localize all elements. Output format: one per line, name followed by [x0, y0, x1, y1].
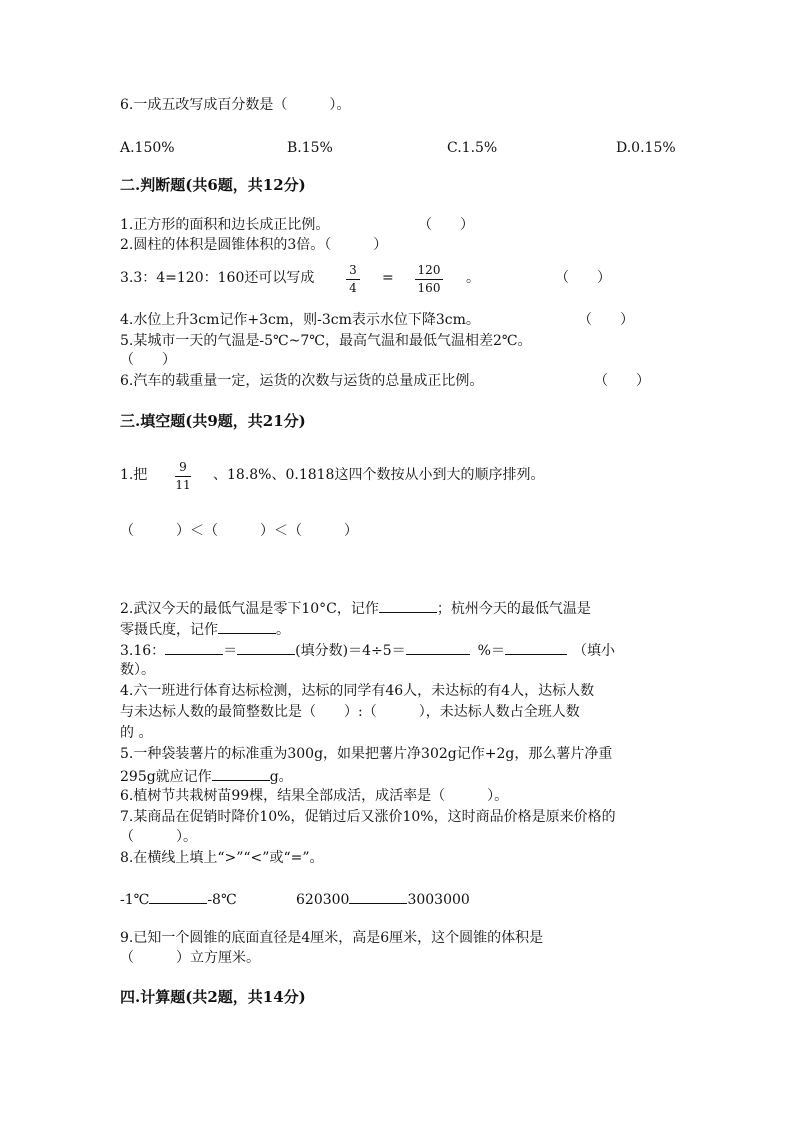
fill-1-suffix: 、18.8%、0.1818这四个数按从小到大的顺序排列。 — [213, 467, 545, 483]
answer-blank[interactable] — [505, 642, 567, 655]
judge-3-text: 3.3：4=120：160还可以写成 — [120, 270, 315, 286]
answer-blank[interactable] — [149, 891, 207, 904]
fill-7-line-1: 7.某商品在促销时降价10%，促销过后又涨价10%，这时商品价格是原来价格的 — [120, 809, 616, 825]
fill-4-line-1: 4.六一班进行体育达标检测，达标的同学有46人，未达标的有4人，达标人数 — [120, 683, 595, 699]
judge-5-text: 5.某城市一天的气温是-5℃~7℃，最高气温和最低气温相差2℃。 — [120, 333, 532, 349]
judge-3-end: 。 — [466, 270, 480, 286]
question-6-text: 6.一成五改写成百分数是（ ）。 — [120, 97, 351, 113]
fraction-bar — [346, 279, 360, 280]
fill-9-line-1: 9.已知一个圆锥的底面直径是4厘米，高是6厘米，这个圆锥的体积是 — [120, 930, 544, 946]
fill-4-line-3: 的 。 — [120, 725, 153, 741]
fill-8-compare-1: -1℃ -8℃ — [120, 892, 237, 908]
fill-5-line-1: 5.一种袋装薯片的标准重为300g，如果把薯片净302g记作+2g，那么薯片净重 — [120, 746, 613, 762]
judge-3-paren: （ ） — [555, 270, 611, 286]
judge-2-text: 2.圆柱的体积是圆锥体积的3倍。（ ） — [120, 237, 388, 253]
section-3-title: 三.填空题(共9题，共21分) — [120, 412, 306, 430]
answer-blank[interactable] — [349, 891, 407, 904]
fraction-denominator: 4 — [349, 281, 357, 296]
judge-1-paren: （ ） — [418, 217, 474, 233]
fill-1-fraction — [175, 461, 191, 492]
fill-2-line-2: 零摄氏度，记作 。 — [120, 622, 290, 638]
fill-9-line-2: （ ）立方厘米。 — [120, 950, 260, 966]
answer-blank[interactable] — [218, 621, 276, 634]
option-c: C.1.5% — [447, 140, 498, 156]
answer-blank[interactable] — [379, 600, 437, 613]
judge-3-fraction-1 — [346, 264, 360, 295]
judge-6-paren: （ ） — [594, 373, 650, 389]
fill-8-compare-2: 620300 3003000 — [296, 892, 470, 908]
fraction-numerator: 3 — [349, 263, 357, 277]
fraction-denominator: 11 — [175, 478, 191, 493]
fill-4-line-2: 与未达标人数的最简整数比是（ ）:（ ），未达标人数占全班人数 — [120, 704, 580, 720]
judge-5-paren: （ ） — [120, 352, 176, 368]
judge-3-equals: = — [382, 270, 394, 286]
fraction-denominator: 160 — [417, 281, 441, 296]
fill-1-prefix: 1.把 — [120, 467, 148, 483]
section-4-title: 四.计算题(共2题，共14分) — [120, 988, 306, 1006]
judge-4-text: 4.水位上升3cm记作+3cm，则-3cm表示水位下降3cm。 — [120, 312, 480, 328]
fill-1-answer: （ ）＜（ ）＜（ ） — [120, 523, 358, 539]
fraction-bar — [175, 476, 191, 477]
judge-3-fraction-2 — [415, 264, 443, 295]
answer-blank[interactable] — [165, 642, 223, 655]
fraction-bar — [415, 279, 443, 280]
section-2-title: 二.判断题(共6题，共12分) — [120, 176, 306, 194]
judge-1-text: 1.正方形的面积和边长成正比例。 — [120, 217, 330, 233]
answer-blank[interactable] — [406, 642, 470, 655]
fill-8-text: 8.在横线上填上“>”“<”或“=”。 — [120, 850, 324, 866]
fill-7-line-2: （ ）。 — [120, 829, 197, 845]
fraction-numerator: 120 — [417, 263, 441, 277]
judge-4-paren: （ ） — [578, 312, 634, 328]
option-b: B.15% — [287, 140, 333, 156]
answer-blank[interactable] — [212, 768, 270, 781]
fraction-numerator: 9 — [179, 460, 187, 474]
judge-6-text: 6.汽车的载重量一定，运货的次数与运货的总量成正比例。 — [120, 373, 484, 389]
fill-5-line-2: 295g就应记作 g。 — [120, 769, 293, 785]
fill-3-line-2: 数）。 — [120, 662, 155, 678]
option-d: D.0.15% — [616, 140, 676, 156]
fill-3-line-1: 3.16： ＝ (填分数)＝4÷5＝ %＝ （填小 — [120, 643, 615, 659]
option-a: A.150% — [120, 140, 175, 156]
fill-2-line-1: 2.武汉今天的最低气温是零下10°C，记作 ；杭州今天的最低气温是 — [120, 601, 591, 617]
answer-blank[interactable] — [237, 642, 295, 655]
fill-6-text: 6.植树节共栽树苗99棵，结果全部成活，成活率是（ ）。 — [120, 788, 509, 804]
